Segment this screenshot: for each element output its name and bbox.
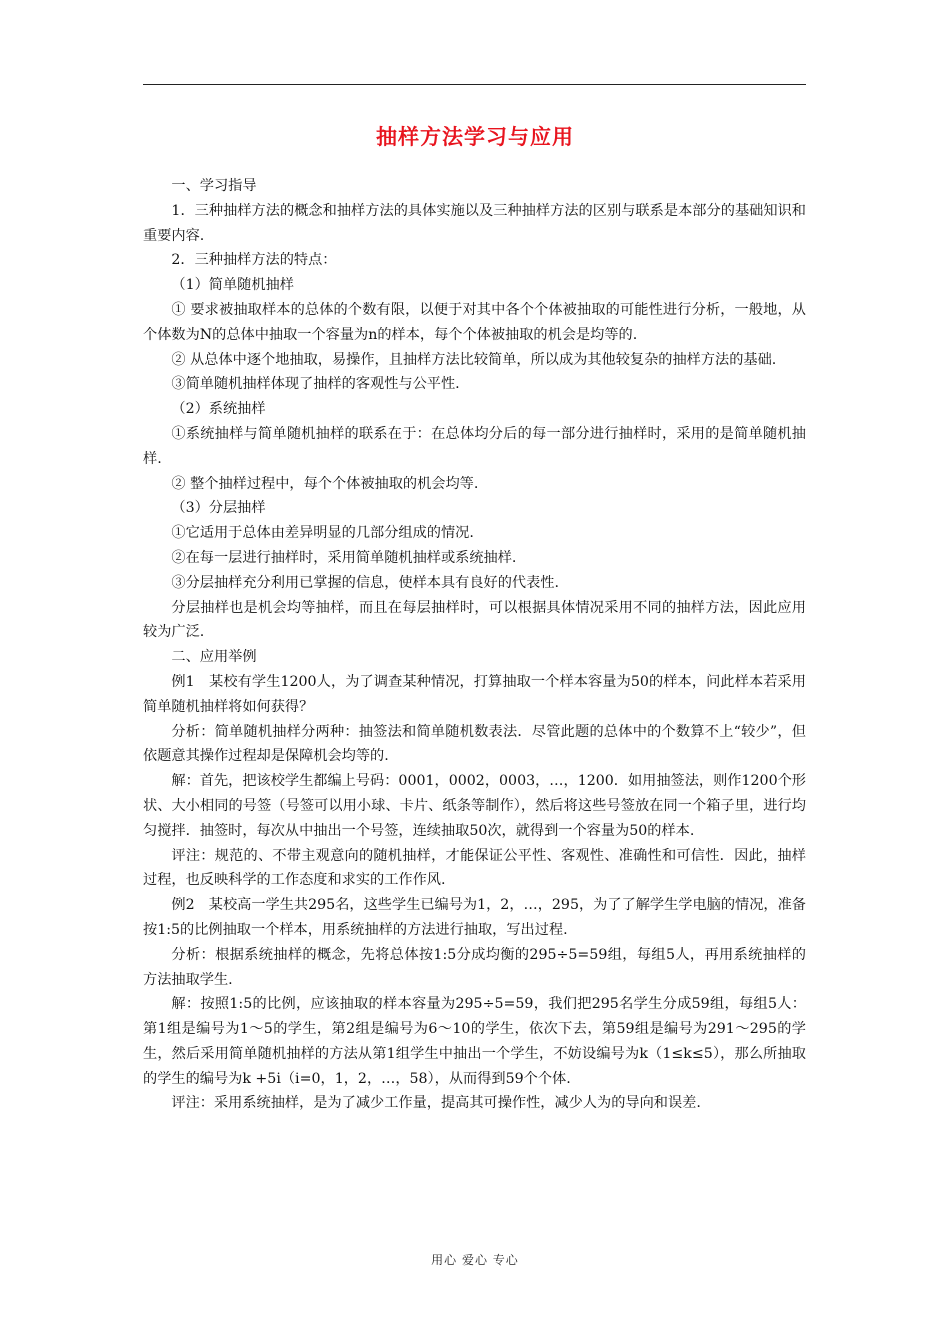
subsection-heading: （2）系统抽样 [171, 401, 266, 418]
paragraph: 分层抽样也是机会均等抽样，而且在每层抽样时，可以根据具体情况采用不同的抽样方法，因此应用较为广泛. [143, 599, 806, 641]
comment-paragraph: 评注：规范的、不带主观意向的随机抽样，才能保证公平性、客观性、准确性和可信性．因此，抽样过程，也反映科学的工作态度和求实的工作作风. [143, 847, 806, 889]
section-heading: 二、应用举例 [171, 649, 257, 666]
solution-paragraph: 解：首先，把该校学生都编上号码：0001，0002，0003，…，1200．如用抽签法，则作1200个形状、大小相同的号签（号签可以用小球、卡片、纸条等制作），然后将这些号签放在同一个箱子里，进行均匀搅拌．抽签时，每次从中抽出一个号签，连续抽取50次，就得到一个容量为50的样本. [143, 773, 806, 839]
page-footer: 用心 爱心 专心 [431, 1253, 519, 1267]
paragraph: ② 从总体中逐个地抽取，易操作，且抽样方法比较简单，所以成为其他较复杂的抽样方法的基础. [171, 351, 777, 368]
solution-paragraph: 解：按照1:5的比例，应该抽取的样本容量为295÷5=59，我们把295名学生分成59组，每组5人：第1组是编号为1～5的学生，第2组是编号为6～10的学生，依次下去，第59组是编号为291～295的学生，然后采用简单随机抽样的方法从第1组学生中抽出一个学生，不妨设编号为k（1≤k≤5），那么所抽取的学生的编号为k +5i（i=0，1，2，…，58），从而得到59个个体. [143, 996, 806, 1087]
paragraph: ①系统抽样与简单随机抽样的联系在于：在总体均分后的每一部分进行抽样时，采用的是简单随机抽样. [143, 425, 806, 467]
comment-paragraph: 评注：采用系统抽样，是为了减少工作量，提高其可操作性，减少人为的导向和误差. [171, 1095, 701, 1112]
document-body [143, 174, 806, 1116]
paragraph: ③分层抽样充分利用已掌握的信息，使样本具有良好的代表性. [171, 574, 559, 591]
subsection-heading: （1）简单随机抽样 [171, 277, 294, 294]
paragraph: ②在每一层进行抽样时，采用简单随机抽样或系统抽样. [171, 549, 517, 566]
paragraph: ② 整个抽样过程中，每个个体被抽取的机会均等. [171, 475, 479, 492]
paragraph: 1．三种抽样方法的概念和抽样方法的具体实施以及三种抽样方法的区别与联系是本部分的基础知识和重要内容. [143, 202, 806, 244]
example-paragraph: 例1 某校有学生1200人，为了调查某种情况，打算抽取一个样本容量为50的样本，问此样本若采用简单随机抽样将如何获得？ [143, 673, 806, 715]
page-title: 抽样方法学习与应用 [376, 125, 574, 149]
paragraph: ③简单随机抽样体现了抽样的客观性与公平性. [171, 376, 460, 393]
paragraph: ①它适用于总体由差异明显的几部分组成的情况. [171, 525, 474, 542]
analysis-paragraph: 分析：简单随机抽样分两种：抽签法和简单随机数表法．尽管此题的总体中的个数算不上“较少”，但依题意其操作过程却是保障机会均等的. [143, 723, 806, 765]
subsection-heading: （3）分层抽样 [171, 500, 266, 517]
paragraph: ① 要求被抽取样本的总体的个数有限，以便于对其中各个个体被抽取的可能性进行分析，一般地，从个体数为N的总体中抽取一个容量为n的样本，每个个体被抽取的机会是均等的. [143, 301, 806, 343]
analysis-paragraph: 分析：根据系统抽样的概念，先将总体按1:5分成均衡的295÷5=59组，每组5人，再用系统抽样的方法抽取学生. [143, 946, 806, 988]
header-rule [143, 84, 806, 85]
example-paragraph: 例2 某校高一学生共295名，这些学生已编号为1，2，…，295，为了了解学生学电脑的情况，准备按1:5的比例抽取一个样本，用系统抽样的方法进行抽取，写出过程. [143, 897, 806, 938]
paragraph: 2．三种抽样方法的特点： [171, 252, 337, 269]
section-heading: 一、学习指导 [171, 178, 257, 194]
